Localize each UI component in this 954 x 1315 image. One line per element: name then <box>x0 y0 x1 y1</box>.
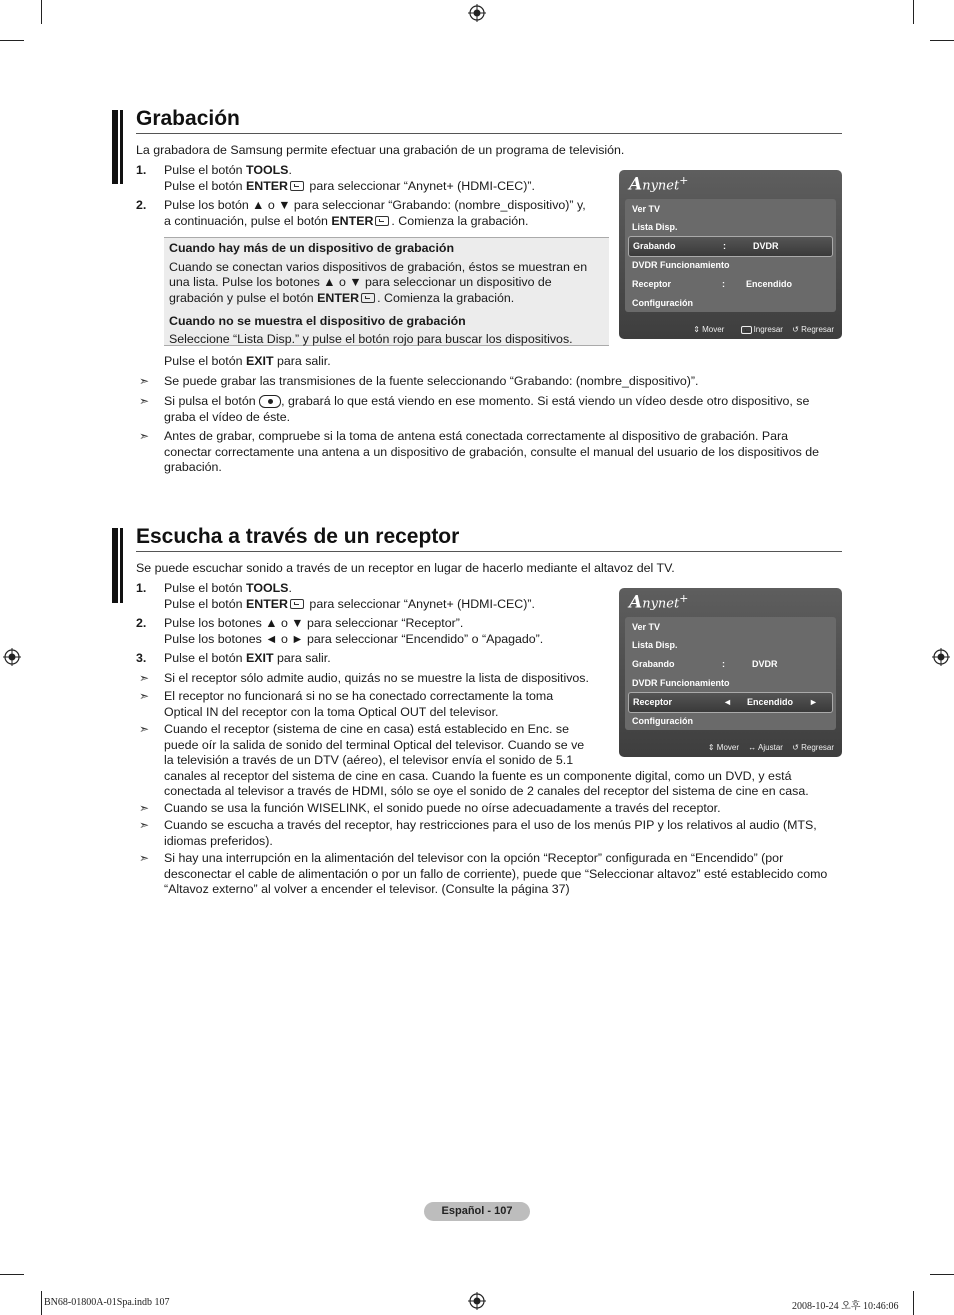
section-title-grabacion: Grabación <box>136 107 240 130</box>
menu-item-ver-tv[interactable]: Ver TV <box>632 622 661 632</box>
step-number: 2. <box>136 616 147 630</box>
step-3-text: Pulse el botón EXIT para salir. <box>164 651 331 665</box>
menu-list <box>625 617 836 730</box>
note-text: Si hay una interrupción en la alimentación del televisor con la opción “Receptor” configurada en “Encendido” (por desconectar el cable de alimentación o por un fallo de corriente), puede que “Seleccionar altavoz” esté establecido como “Altavoz externo” al volver a encender el televisor. (Consulte la página 37) <box>164 851 828 896</box>
note-text: Si pulsa el botón , grabará lo que está viendo en ese momento. Si está viendo un vídeo desde otro dispositivo, se graba el vídeo de éste. <box>164 394 810 424</box>
step-number: 2. <box>136 198 147 212</box>
menu-footer <box>701 743 834 752</box>
menu-item-dvdr-funcionamiento[interactable]: DVDR Funcionamiento <box>632 260 730 270</box>
move-hint: ⇕ Mover <box>707 743 740 752</box>
menu-item-grabando[interactable]: Grabando : DVDR <box>632 659 778 669</box>
crop-mark <box>41 1291 42 1315</box>
section-title-receptor: Escucha a través de un receptor <box>136 525 460 548</box>
crop-mark <box>930 40 954 41</box>
note-arrow-icon: ➣ <box>139 394 150 408</box>
info-text: Seleccione “Lista Disp.” y pulse el botón rojo para buscar los dispositivos. <box>169 331 573 346</box>
note-text: Cuando se usa la función WISELINK, el sonido puede no oírse adecuadamente a través del receptor. <box>164 801 721 815</box>
crop-mark <box>0 1274 24 1275</box>
menu-item-configuracion[interactable]: Configuración <box>632 716 693 726</box>
enter-icon <box>290 599 304 609</box>
info-text: Cuando se conectan varios dispositivos de grabación, éstos se muestran en una lista. Pulse los botones ▲ o ▼ para seleccionar un dispositivo de grabación y pulse el botón ENTER . Comienza la grabación. <box>169 259 588 305</box>
menu-list <box>625 199 836 312</box>
crop-mark <box>41 0 42 24</box>
menu-header <box>619 170 842 194</box>
section-rule <box>136 551 842 552</box>
anynet-logo: Anynet+ <box>629 592 689 613</box>
print-date-info: 2008-10-24 오후 10:46:06 <box>792 1301 899 1312</box>
crop-mark <box>913 1291 914 1315</box>
menu-item-receptor[interactable]: Receptor ◄ Encendido ► <box>628 692 833 713</box>
note-arrow-icon: ➣ <box>139 851 150 865</box>
page-number: Español - 107 <box>424 1202 530 1221</box>
menu-item-grabando[interactable]: Grabando : DVDR <box>628 236 833 257</box>
note-text: Cuando el receptor (sistema de cine en casa) está establecido en Enc. se puede oír la salida de sonido del terminal Optical del televisor. Cuando se ve la televisión a través de un DTV (aéreo), el televisor envía el sonido de 5.1 canales al receptor del sistema de cine en casa. Cuando la fuente es un componente digital, como un DVD, y está conectada al televisor a través de HDMI, sólo se oye el sonido de 2 canales del receptor del sistema de cine en casa. <box>164 722 809 798</box>
menu-item-lista-disp[interactable]: Lista Disp. <box>632 640 678 650</box>
anynet-logo: Anynet+ <box>629 174 689 195</box>
adjust-hint: ↔ Ajustar <box>748 743 783 752</box>
section-rule <box>136 133 842 134</box>
section-intro: La grabadora de Samsung permite efectuar una grabación de un programa de televisión. <box>136 143 625 157</box>
note-arrow-icon: ➣ <box>139 801 150 815</box>
step-2-text: Pulse los botón ▲ o ▼ para seleccionar “Grabando: (nombre_dispositivo)” y, a continuación, pulse el botón ENTER . Comienza la grabación. <box>164 198 586 228</box>
enter-icon <box>741 326 752 334</box>
section-intro: Se puede escuchar sonido a través de un receptor en lugar de hacerlo mediante el altavoz del TV. <box>136 561 675 575</box>
note-arrow-icon: ➣ <box>139 429 150 443</box>
move-hint: ⇕ Mover <box>693 325 725 334</box>
menu-item-receptor[interactable]: Receptor : Encendido <box>632 279 793 289</box>
menu-item-ver-tv[interactable]: Ver TV <box>632 204 661 214</box>
registration-mark-icon <box>468 1292 486 1310</box>
step-number: 3. <box>136 651 147 665</box>
note-arrow-icon: ➣ <box>139 374 150 388</box>
step-1-text: Pulse el botón TOOLS. Pulse el botón ENTER para seleccionar “Anynet+ (HDMI-CEC)”. <box>164 163 535 193</box>
menu-item-dvdr-funcionamiento[interactable]: DVDR Funcionamiento <box>632 678 730 688</box>
registration-mark-icon <box>932 648 950 666</box>
section-bar <box>112 528 123 603</box>
note-arrow-icon: ➣ <box>139 671 150 685</box>
anynet-menu <box>619 170 842 339</box>
anynet-menu <box>619 588 842 757</box>
record-button-icon <box>259 395 281 408</box>
info-heading: Cuando no se muestra el dispositivo de grabación <box>169 314 466 328</box>
crop-mark <box>930 1274 954 1275</box>
enter-hint: Ingresar <box>734 325 783 334</box>
menu-header <box>619 588 842 612</box>
note-arrow-icon: ➣ <box>139 689 150 703</box>
note-text: El receptor no funcionará si no se ha conectado correctamente la toma Optical IN del receptor con la toma Optical OUT del televisor. <box>164 689 554 719</box>
enter-icon <box>290 181 304 191</box>
step-2-text: Pulse los botones ▲ o ▼ para seleccionar “Receptor”. Pulse los botones ◄ o ► para seleccionar “Encendido” o “Apagado”. <box>164 616 544 646</box>
menu-footer <box>686 325 834 334</box>
enter-icon <box>375 216 389 226</box>
right-arrow-icon[interactable]: ► <box>809 697 818 707</box>
info-box <box>164 237 609 346</box>
exit-instruction: Pulse el botón EXIT para salir. <box>164 354 331 368</box>
note-text: Se puede grabar las transmisiones de la fuente seleccionando “Grabando: (nombre_dispositivo)”. <box>164 374 699 388</box>
enter-icon <box>361 293 375 303</box>
step-1-text: Pulse el botón TOOLS. Pulse el botón ENTER para seleccionar “Anynet+ (HDMI-CEC)”. <box>164 581 535 611</box>
note-arrow-icon: ➣ <box>139 818 150 832</box>
note-text: Antes de grabar, compruebe si la toma de antena está conectada correctamente al dispositivo de grabación. Para conectar correctamente una antena a un dispositivo de grabación, consulte el manual del usuario de los dispositivos de grabación. <box>164 429 820 474</box>
crop-mark <box>913 0 914 24</box>
registration-mark-icon <box>3 648 21 666</box>
crop-mark <box>0 40 24 41</box>
note-arrow-icon: ➣ <box>139 722 150 736</box>
print-file-info: BN68-01800A-01Spa.indb 107 <box>44 1297 170 1308</box>
back-hint: ↺ Regresar <box>792 325 834 334</box>
back-hint: ↺ Regresar <box>792 743 834 752</box>
info-heading: Cuando hay más de un dispositivo de grabación <box>169 241 455 255</box>
section-bar <box>112 110 123 184</box>
note-text: Cuando se escucha a través del receptor, hay restricciones para el uso de los menús PIP y los relativos al audio (MTS, idiomas preferidos). <box>164 818 817 848</box>
step-number: 1. <box>136 163 147 177</box>
step-number: 1. <box>136 581 147 595</box>
menu-item-configuracion[interactable]: Configuración <box>632 298 693 308</box>
note-text: Si el receptor sólo admite audio, quizás no se muestre la lista de dispositivos. <box>164 671 589 685</box>
menu-item-lista-disp[interactable]: Lista Disp. <box>632 222 678 232</box>
registration-mark-icon <box>468 4 486 22</box>
